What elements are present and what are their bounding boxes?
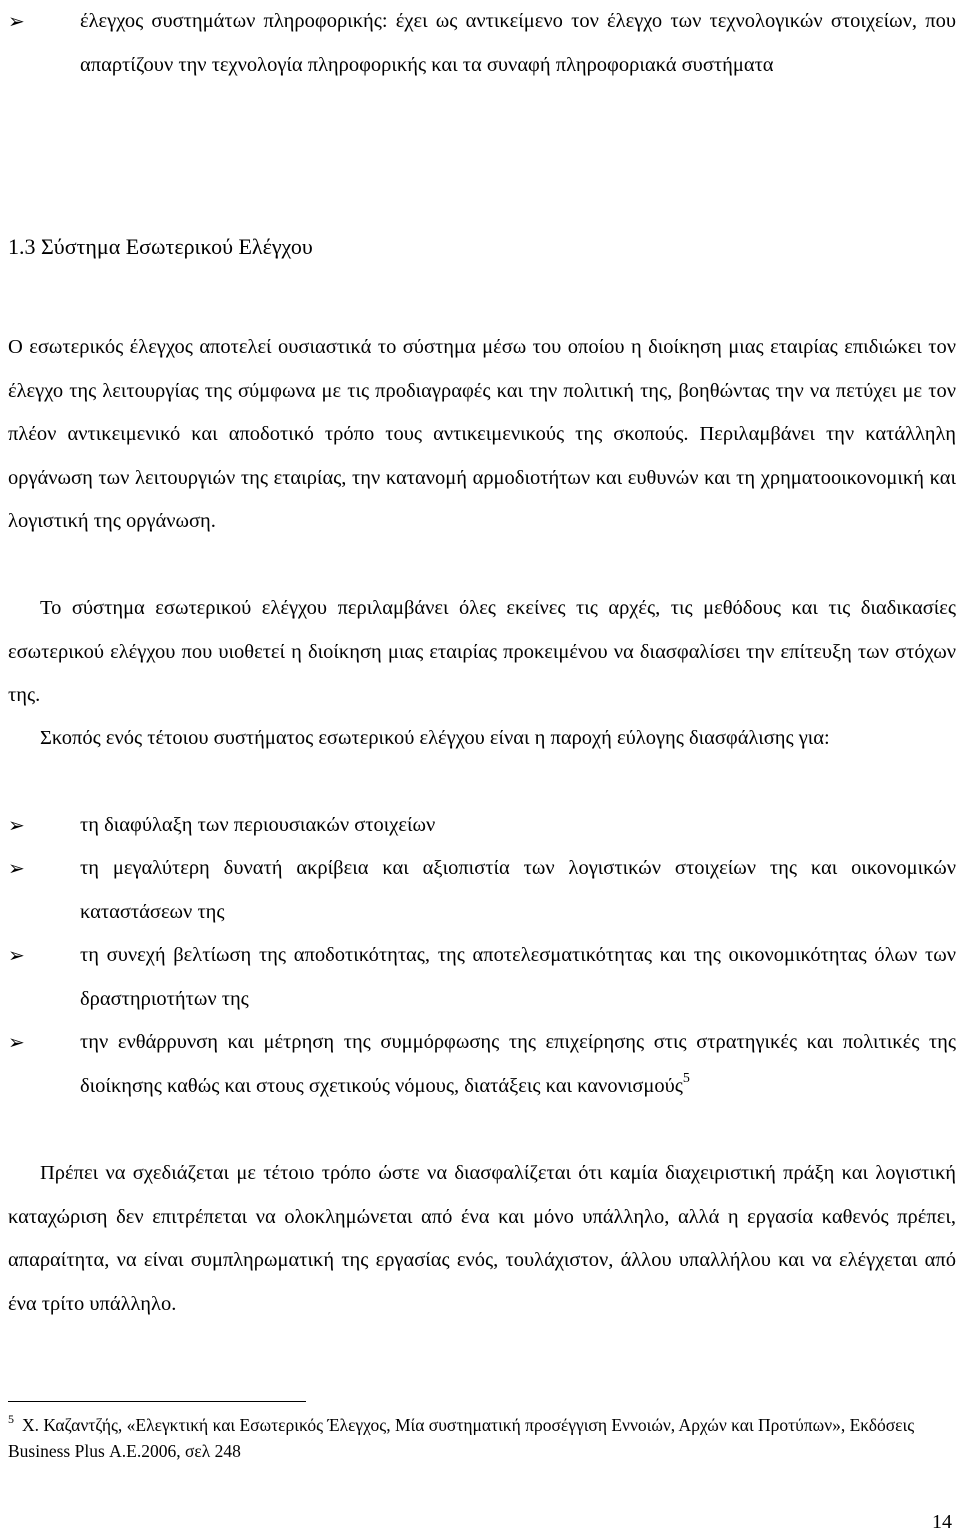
footnote-number: 5 (8, 1412, 14, 1426)
intro-bullet-text: έλεγχος συστημάτων πληροφορικής: έχει ως αντικείμενο τον έλεγχο των τεχνολογικών στοιχείων, που απαρτίζουν την τεχνολογία πληροφορικής και τα συναφή πληροφοριακά συστήματα (80, 10, 956, 76)
footnote-reference[interactable]: 5 (682, 1070, 690, 1086)
list-item-text: τη διαφύλαξη των περιουσιακών στοιχείων (80, 814, 436, 836)
list-item-text-body: την ενθάρρυνση και μέτρηση της συμμόρφωσης της επιχείρησης στις στρατηγικές και πολιτικές της διοίκησης καθώς και στους σχετικούς νόμους, διατάξεις και κανονισμούς (80, 1031, 956, 1097)
list-item (8, 1021, 956, 1108)
list-item-text (80, 1021, 956, 1108)
paragraph-3: Σκοπός ενός τέτοιου συστήματος εσωτερικού ελέγχου είναι η παροχή εύλογης διασφάλισης για: (40, 727, 830, 749)
paragraph-4: Πρέπει να σχεδιάζεται με τέτοιο τρόπο ώστε να διασφαλίζεται ότι καμία διαχειριστική πράξη και λογιστική καταχώριση δεν επιτρέπεται να ολοκλημώνεται από ένα και μόνο υπάλληλο, αλλά η εργασία καθενός πρέπει, απαραίτητα, να είναι συμπληρωματική της εργασίας ενός, τουλάχιστον, άλλου υπαλλήλου και να ελέγχεται από ένα τρίτο υπάλληλο. (8, 1162, 956, 1315)
list-item (8, 934, 956, 1021)
paragraph-2: Το σύστημα εσωτερικού ελέγχου περιλαμβάνει όλες εκείνες τις αρχές, τις μεθόδους και τις διαδικασίες εσωτερικού ελέγχου που υιοθετεί η διοίκηση μιας εταιρίας προκειμένου να διασφαλίσει την επίτευξη των στόχων της. (8, 597, 956, 706)
list-item-text: τη συνεχή βελτίωση της αποδοτικότητας, της αποτελεσματικότητας και της οικονομικότητας όλων των δραστηριοτήτων της (80, 944, 956, 1010)
footnote (8, 1412, 938, 1464)
arrowhead-bullet-icon: ➢ (8, 943, 25, 967)
footnote-text: Χ. Καζαντζής, «Ελεγκτική και Εσωτερικός Έλεγχος, Μία συστηματική προσέγγιση Εννοιών, Αρχών και Προτύπων», Εκδόσεις Business Plus Α.Ε.2006, σελ 248 (8, 1415, 915, 1461)
footnote-separator (8, 1401, 306, 1402)
paragraph-1: Ο εσωτερικός έλεγχος αποτελεί ουσιαστικά το σύστημα μέσω του οποίου η διοίκηση μιας εταιρίας επιδιώκει τον έλεγχο της λειτουργίας της σύμφωνα με τις προδιαγραφές και την πολιτική της, βοηθώντας την να πετύχει με τον πλέον αντικειμενικό και αποδοτικό τρόπο τους αντικειμενικούς της σκοπούς. Περιλαμβάνει την κατάλληλη οργάνωση των λειτουργιών της εταιρίας, την κατανομή αρμοδιοτήτων και ευθυνών και τη χρηματοοικονομική και λογιστική της οργάνωση. (8, 336, 956, 532)
arrowhead-bullet-icon: ➢ (8, 9, 25, 33)
list-item (8, 847, 956, 934)
arrowhead-bullet-icon: ➢ (8, 1030, 25, 1054)
arrowhead-bullet-icon: ➢ (8, 813, 25, 837)
arrowhead-bullet-icon: ➢ (8, 856, 25, 880)
list-item (8, 804, 956, 848)
intro-bullet-item (8, 0, 956, 87)
section-heading: 1.3 Σύστημα Εσωτερικού Ελέγχου (8, 234, 313, 259)
list-item-text: τη μεγαλύτερη δυνατή ακρίβεια και αξιοπιστία των λογιστικών στοιχείων της και οικονομικών καταστάσεων της (80, 857, 956, 923)
page-number: 14 (932, 1511, 952, 1533)
